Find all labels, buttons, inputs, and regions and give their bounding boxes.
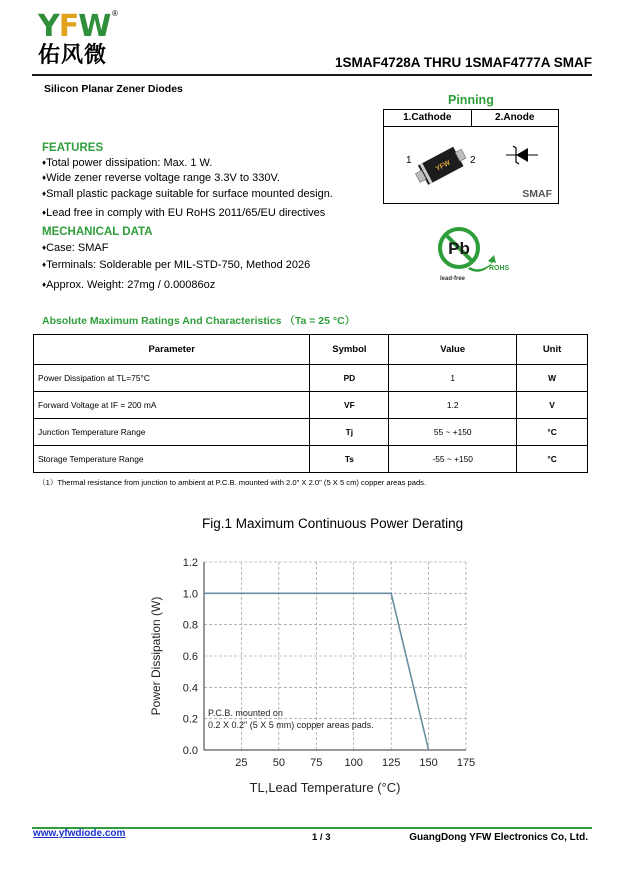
chart-annotation: 0.2 X 0.2" (5 X 5 mm) copper areas pads. <box>208 720 374 730</box>
pinning-package-name: SMAF <box>522 188 552 200</box>
feature-item: ♦Lead free in comply with EU RoHS 2011/65/EU directives <box>42 207 326 219</box>
header-symbol: Symbol <box>310 335 389 365</box>
x-tick-label: 150 <box>419 757 438 769</box>
cell-unit: V <box>517 392 588 419</box>
feature-item: ♦Wide zener reverse voltage range 3.3V to 330V. <box>42 172 280 184</box>
mechanical-item: ♦Terminals: Solderable per MIL-STD-750, Method 2026 <box>42 259 311 271</box>
table-row <box>34 446 588 473</box>
table-header-row <box>34 335 588 365</box>
logo-letter-f: F <box>58 9 79 44</box>
cell-unit: W <box>517 365 588 392</box>
zener-diode-symbol-icon <box>504 144 540 166</box>
cell-symbol: Tj <box>310 419 389 446</box>
cell-value: 55 ~ +150 <box>389 419 517 446</box>
cell-value: 1 <box>389 365 517 392</box>
cell-unit: °C <box>517 419 588 446</box>
mechanical-heading: MECHANICAL DATA <box>42 226 153 238</box>
rohs-label-text: ROHS <box>489 265 510 272</box>
table-row <box>34 365 588 392</box>
table-row <box>34 419 588 446</box>
pin-cathode-label: 1.Cathode <box>384 110 472 126</box>
y-tick-label: 0.4 <box>182 682 198 695</box>
pinning-box <box>383 109 559 204</box>
x-tick-label: 175 <box>456 757 476 769</box>
part-number-title: 1SMAF4728A THRU 1SMAF4777A SMAF <box>334 55 592 70</box>
x-tick-label: 125 <box>381 757 401 769</box>
cell-symbol: Ts <box>310 446 389 473</box>
chart-annotation: P.C.B. mounted on <box>208 708 283 718</box>
package-marking: YFW <box>434 159 452 173</box>
pinning-title: Pinning <box>448 93 494 107</box>
y-tick-label: 1.0 <box>182 588 198 601</box>
rohs-symbol-text: Pb <box>448 239 470 258</box>
y-tick-label: 0.6 <box>182 651 198 663</box>
feature-item: ♦Small plastic package suitable for surface mounted design. <box>42 188 333 200</box>
features-heading: FEATURES <box>42 142 104 154</box>
ratings-title: Absolute Maximum Ratings And Characteristics （Ta = 25 °C） <box>42 315 356 327</box>
x-axis-label: TL,Lead Temperature (°C) <box>249 780 401 795</box>
thermal-note: （1）Thermal resistance from junction to ambient at P.C.B. mounted with 2.0" X 2.0" (5 X 5 cm) copper areas pads. <box>38 478 427 487</box>
cell-parameter: Junction Temperature Range <box>34 419 310 446</box>
smaf-package-icon <box>414 140 470 188</box>
logo-letter-y: Y <box>38 9 59 44</box>
y-tick-label: 0.0 <box>182 745 198 757</box>
cell-symbol: PD <box>310 365 389 392</box>
cell-symbol: VF <box>310 392 389 419</box>
pin-1-number: 1 <box>406 155 412 166</box>
ratings-table <box>33 334 588 473</box>
y-tick-label: 1.2 <box>182 557 198 569</box>
mechanical-item: ♦Approx. Weight: 27mg / 0.00086oz <box>42 279 216 291</box>
x-tick-label: 75 <box>310 757 323 769</box>
pinning-header <box>384 110 558 127</box>
x-tick-label: 25 <box>235 757 248 769</box>
cell-value: -55 ~ +150 <box>389 446 517 473</box>
cell-parameter: Power Dissipation at TL=75°C <box>34 365 310 392</box>
pin-2-number: 2 <box>470 155 476 166</box>
cell-unit: °C <box>517 446 588 473</box>
cell-parameter: Forward Voltage at IF = 200 mA <box>34 392 310 419</box>
y-tick-label: 0.2 <box>182 713 198 726</box>
logo-letter-w: W <box>78 9 111 44</box>
mechanical-item: ♦Case: SMAF <box>42 242 109 254</box>
document-subtitle: Silicon Planar Zener Diodes <box>44 83 183 95</box>
lead-free-caption: lead-free <box>440 276 466 282</box>
x-tick-label: 100 <box>344 757 363 769</box>
x-tick-label: 50 <box>272 757 285 769</box>
figure-title: Fig.1 Maximum Continuous Power Derating <box>202 516 464 531</box>
cell-parameter: Storage Temperature Range <box>34 446 310 473</box>
logo-wordmark <box>38 9 111 44</box>
y-axis-label: Power Dissipation (W) <box>149 596 163 716</box>
header-parameter: Parameter <box>34 335 310 365</box>
y-tick-label: 0.8 <box>182 619 198 632</box>
header-divider <box>32 74 592 76</box>
header-unit: Unit <box>517 335 588 365</box>
feature-item: ♦Total power dissipation: Max. 1 W. <box>42 157 213 169</box>
logo-chinese-name: 佑风微 <box>38 43 108 68</box>
table-row <box>34 392 588 419</box>
header-value: Value <box>389 335 517 365</box>
power-derating-chart <box>140 548 480 800</box>
website-link[interactable]: www.yfwdiode.com <box>33 828 126 839</box>
company-name: GuangDong YFW Electronics Co, Ltd. <box>409 832 588 843</box>
pin-anode-label: 2.Anode <box>495 112 535 123</box>
registered-mark: ® <box>112 9 118 18</box>
page-number: 1 / 3 <box>312 832 331 843</box>
cell-value: 1.2 <box>389 392 517 419</box>
rohs-lead-free-icon <box>432 223 522 283</box>
